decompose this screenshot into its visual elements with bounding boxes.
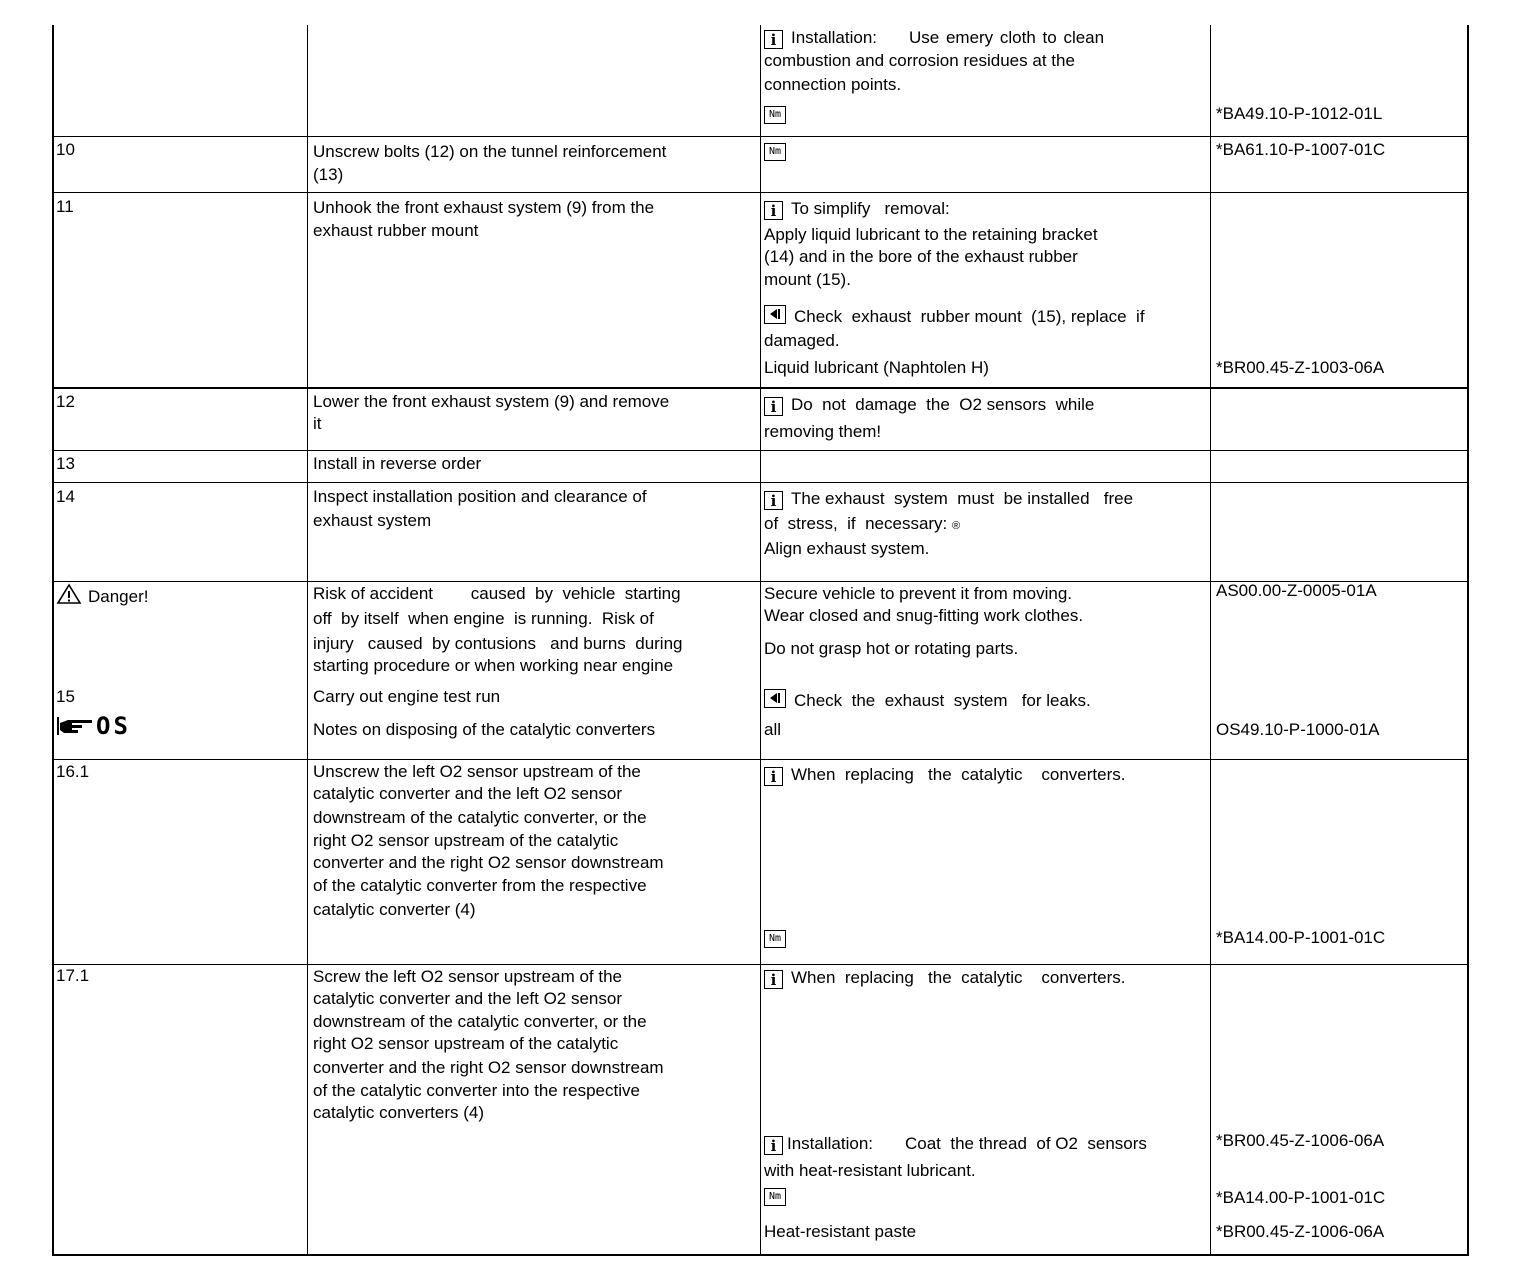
os-reference: OS bbox=[56, 715, 131, 740]
step-action: Unhook the front exhaust system (9) from the bbox=[313, 198, 655, 217]
reference-code[interactable]: *BR00.45-Z-1006-06A bbox=[1216, 1131, 1385, 1150]
step-action-line: right O2 sensor upstream of the catalytic bbox=[313, 831, 619, 850]
reference-code[interactable]: AS00.00-Z-0005-01A bbox=[1216, 581, 1377, 600]
row-divider bbox=[52, 136, 1469, 137]
table-border-left bbox=[52, 25, 54, 1256]
step-action: Lower the front exhaust system (9) and remove bbox=[313, 392, 670, 411]
note-simplify: i To simplify removal: bbox=[764, 198, 950, 220]
step-number: 15 bbox=[56, 687, 75, 706]
step-action: Carry out engine test run bbox=[313, 687, 501, 706]
step-action: exhaust system bbox=[313, 511, 432, 530]
reference-code[interactable]: *BA14.00-P-1001-01C bbox=[1216, 1188, 1386, 1207]
table-border-right bbox=[1467, 25, 1469, 1256]
danger-risk: off by itself when engine is running. Risk of bbox=[313, 609, 654, 628]
step-action-line: downstream of the catalytic converter, or the bbox=[313, 808, 647, 827]
note-text: combustion and corrosion residues at the bbox=[764, 51, 1075, 70]
step-action-line: right O2 sensor upstream of the catalytic bbox=[313, 1034, 619, 1053]
note-text: of stress, if necessary: ® bbox=[764, 514, 961, 533]
danger-risk: starting procedure or when working near engine bbox=[313, 656, 674, 675]
row-divider bbox=[52, 759, 1469, 760]
step-action: (13) bbox=[313, 165, 344, 184]
step-action: Install in reverse order bbox=[313, 454, 482, 473]
torque-icon: Nm bbox=[764, 140, 786, 162]
note-text: (14) and in the bore of the exhaust rubber bbox=[764, 247, 1078, 266]
danger-risk: Risk of accident caused by vehicle starting bbox=[313, 584, 681, 603]
torque-icon: Nm bbox=[764, 103, 786, 125]
step-action: Unscrew bolts (12) on the tunnel reinforcement bbox=[313, 142, 667, 161]
step-action-line: downstream of the catalytic converter, or the bbox=[313, 1012, 647, 1031]
column-divider bbox=[307, 25, 308, 1256]
torque-icon: Nm bbox=[764, 1185, 786, 1207]
info-icon: i bbox=[764, 491, 783, 510]
step-number: 14 bbox=[56, 487, 75, 506]
step-action-line: converter and the right O2 sensor downstream bbox=[313, 1058, 664, 1077]
reference-code[interactable]: *BA49.10-P-1012-01L bbox=[1216, 104, 1383, 123]
note-text: with heat-resistant lubricant. bbox=[764, 1161, 976, 1180]
note-replacing: i When replacing the catalytic converters. bbox=[764, 967, 1125, 989]
reference-code[interactable]: *BR00.45-Z-1006-06A bbox=[1216, 1222, 1385, 1241]
info-icon: i bbox=[764, 1136, 783, 1155]
torque-icon: Nm bbox=[764, 927, 786, 949]
note-installation: i Installation: Coat the thread of O2 sensors bbox=[764, 1133, 1147, 1155]
safety-measure: Secure vehicle to prevent it from moving. bbox=[764, 584, 1073, 603]
pointing-hand-icon bbox=[56, 715, 96, 737]
row-divider bbox=[52, 387, 1469, 389]
note-text: Apply liquid lubricant to the retaining bracket bbox=[764, 225, 1098, 244]
table-border-bottom bbox=[52, 1254, 1469, 1256]
info-icon: i bbox=[764, 970, 783, 989]
info-icon: i bbox=[764, 30, 783, 49]
note-text: Align exhaust system. bbox=[764, 539, 930, 558]
step-action-line: catalytic converter and the left O2 sensor bbox=[313, 989, 622, 1008]
check-icon bbox=[764, 305, 786, 324]
step-number: 16.1 bbox=[56, 762, 90, 781]
row-divider bbox=[52, 192, 1469, 193]
step-action: it bbox=[313, 414, 322, 433]
warning-triangle-icon bbox=[56, 583, 82, 605]
note-stress-free: i The exhaust system must be installed free bbox=[764, 488, 1133, 510]
note-replacing: i When replacing the catalytic converters. bbox=[764, 764, 1125, 786]
step-action-line: catalytic converters (4) bbox=[313, 1103, 484, 1122]
reference-code[interactable]: *BA61.10-P-1007-01C bbox=[1216, 140, 1386, 159]
step-action-line: Unscrew the left O2 sensor upstream of the bbox=[313, 762, 641, 781]
danger-risk: injury caused by contusions and burns during bbox=[313, 634, 683, 653]
step-action: exhaust rubber mount bbox=[313, 221, 479, 240]
step-number: 10 bbox=[56, 140, 75, 159]
step-number: 17.1 bbox=[56, 966, 90, 985]
note-text: mount (15). bbox=[764, 270, 851, 289]
note-text: removing them! bbox=[764, 422, 882, 441]
danger-label: Danger! bbox=[56, 583, 148, 608]
step-action-line: converter and the right O2 sensor downstream bbox=[313, 853, 664, 872]
material: Liquid lubricant (Naphtolen H) bbox=[764, 358, 989, 377]
reference-code[interactable]: OS49.10-P-1000-01A bbox=[1216, 720, 1380, 739]
note-installation: i Installation: Use emery cloth to clean bbox=[764, 27, 1104, 49]
safety-measure: Do not grasp hot or rotating parts. bbox=[764, 639, 1019, 658]
note-caution: i Do not damage the O2 sensors while bbox=[764, 394, 1094, 416]
step-number: 11 bbox=[56, 197, 74, 216]
reference-code[interactable]: *BA14.00-P-1001-01C bbox=[1216, 928, 1386, 947]
check-note: Check exhaust rubber mount (15), replace if bbox=[764, 305, 1145, 328]
reference-code[interactable]: *BR00.45-Z-1003-06A bbox=[1216, 358, 1385, 377]
step-action: Inspect installation position and clearance of bbox=[313, 487, 647, 506]
step-action-line: Screw the left O2 sensor upstream of the bbox=[313, 967, 622, 986]
check-icon bbox=[764, 689, 786, 708]
step-number: 12 bbox=[56, 392, 75, 411]
step-action: Notes on disposing of the catalytic converters bbox=[313, 720, 656, 739]
note-text: connection points. bbox=[764, 75, 902, 94]
step-action-line: of the catalytic converter into the respective bbox=[313, 1081, 640, 1100]
step-action-line: catalytic converter and the left O2 sensor bbox=[313, 784, 622, 803]
safety-measure: Wear closed and snug-fitting work clothes. bbox=[764, 606, 1084, 625]
info-icon: i bbox=[764, 397, 783, 416]
material: Heat-resistant paste bbox=[764, 1222, 917, 1241]
row-divider bbox=[52, 964, 1469, 965]
step-action-line: catalytic converter (4) bbox=[313, 900, 476, 919]
info-icon: i bbox=[764, 201, 783, 220]
step-number: 13 bbox=[56, 454, 75, 473]
procedure-table bbox=[52, 25, 1469, 1256]
row-divider bbox=[52, 450, 1469, 451]
column-divider bbox=[1210, 25, 1211, 1256]
info-icon: i bbox=[764, 767, 783, 786]
scope: all bbox=[764, 720, 782, 739]
registered-symbol: ® bbox=[952, 520, 961, 532]
row-divider bbox=[52, 482, 1469, 483]
check-note: Check the exhaust system for leaks. bbox=[764, 689, 1091, 712]
column-divider bbox=[760, 25, 761, 1256]
check-note: damaged. bbox=[764, 331, 840, 350]
step-action-line: of the catalytic converter from the respective bbox=[313, 876, 647, 895]
